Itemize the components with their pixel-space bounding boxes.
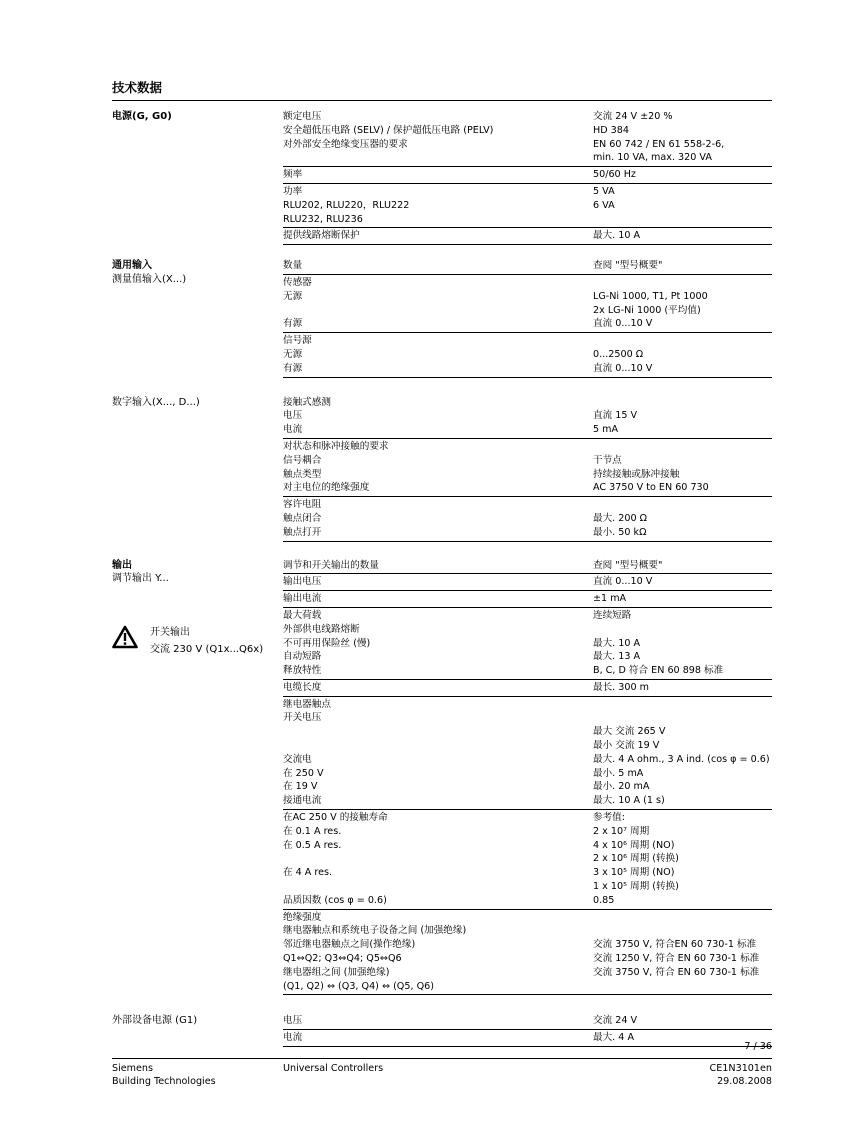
spec-row bbox=[283, 811, 772, 825]
spec-label: 最大荷载 bbox=[283, 609, 322, 621]
spec-group bbox=[283, 680, 772, 697]
spec-value: 最大. 4 A bbox=[593, 1032, 635, 1044]
section-subtitle: 测量值输入(X...) bbox=[112, 273, 187, 285]
spec-row bbox=[283, 454, 772, 468]
spec-value: ±1 mA bbox=[593, 593, 627, 605]
company-division: Building Technologies bbox=[112, 1076, 216, 1087]
spec-label bbox=[283, 852, 593, 866]
spec-label: RLU232, RLU236 bbox=[283, 213, 363, 225]
spec-row bbox=[283, 124, 772, 138]
spec-label: 容许电阻 bbox=[283, 499, 322, 511]
spec-label: 提供线路熔断保护 bbox=[283, 230, 360, 242]
spec-row bbox=[283, 711, 772, 725]
spec-label: 频率 bbox=[283, 169, 303, 181]
spec-label: 调节和开关输出的数量 bbox=[283, 559, 379, 571]
spec-value: 持续接触或脉冲接触 bbox=[593, 468, 680, 480]
footer-divider bbox=[112, 1058, 772, 1059]
spec-section bbox=[112, 1013, 772, 1047]
spec-group bbox=[283, 910, 772, 996]
spec-label: 功率 bbox=[283, 185, 303, 197]
spec-value bbox=[593, 623, 772, 637]
section-heading bbox=[112, 558, 283, 996]
spec-group bbox=[283, 167, 772, 184]
spec-label: 电流 bbox=[283, 424, 303, 436]
spec-value: 最小. 5 mA bbox=[593, 767, 644, 779]
spec-row bbox=[283, 966, 772, 980]
warning-line-1: 开关输出 bbox=[150, 626, 190, 638]
spec-label: 品质因数 (cos φ = 0.6) bbox=[283, 894, 387, 906]
spec-row bbox=[283, 151, 772, 165]
spec-value: LG-Ni 1000, T1, Pt 1000 bbox=[593, 290, 708, 302]
spec-row bbox=[283, 481, 772, 495]
spec-value: 2 x 10⁷ 周期 bbox=[593, 825, 650, 837]
spec-value: HD 384 bbox=[593, 124, 629, 136]
spec-label: 不可再用保险丝 (慢) bbox=[283, 637, 371, 649]
spec-label: 额定电压 bbox=[283, 111, 322, 122]
spec-label: 数量 bbox=[283, 260, 303, 272]
spec-value: 直流 0...10 V bbox=[593, 318, 653, 330]
spec-label: 信号耦合 bbox=[283, 454, 322, 466]
spec-value: 最长. 300 m bbox=[593, 681, 649, 693]
spec-label bbox=[283, 304, 593, 318]
spec-label: 继电器组之间 (加强绝缘) bbox=[283, 966, 390, 978]
spec-row bbox=[283, 980, 772, 994]
spec-row bbox=[283, 1031, 772, 1045]
spec-row bbox=[283, 911, 772, 925]
spec-group bbox=[283, 558, 772, 575]
spec-value: 交流 1250 V, 符合 EN 60 730-1 标准 bbox=[593, 953, 760, 965]
spec-label: 邻近继电器触点之间(操作绝缘) bbox=[283, 939, 416, 951]
spec-label: 在 4 A res. bbox=[283, 867, 333, 879]
spec-group bbox=[283, 1030, 772, 1047]
spec-row bbox=[283, 767, 772, 781]
spec-value: 交流 24 V ±20 % bbox=[593, 111, 673, 122]
section-heading bbox=[112, 258, 283, 377]
spec-value: 干节点 bbox=[593, 454, 622, 466]
spec-value bbox=[593, 440, 772, 454]
spec-label: 释放特性 bbox=[283, 665, 322, 677]
spec-label: 传感器 bbox=[283, 276, 312, 288]
spec-label: 触点打开 bbox=[283, 526, 322, 538]
spec-label bbox=[283, 880, 593, 894]
spec-row bbox=[283, 664, 772, 678]
spec-row bbox=[283, 681, 772, 695]
spec-row bbox=[283, 304, 772, 318]
spec-label: 接触式感测 bbox=[283, 396, 331, 408]
section-title: 通用输入 bbox=[112, 260, 152, 272]
spec-label: 无源 bbox=[283, 348, 303, 360]
spec-row bbox=[283, 396, 772, 410]
spec-value: min. 10 VA, max. 320 VA bbox=[593, 152, 712, 164]
spec-value: B, C, D 符合 EN 60 898 标准 bbox=[593, 665, 724, 677]
spec-label: 输出电流 bbox=[283, 593, 322, 605]
spec-row bbox=[283, 229, 772, 243]
spec-label: 电缆长度 bbox=[283, 681, 322, 693]
spec-value: 最大. 10 A bbox=[593, 637, 641, 649]
spec-value: 6 VA bbox=[593, 199, 615, 211]
spec-row bbox=[283, 440, 772, 454]
spec-label: 信号源 bbox=[283, 335, 312, 347]
spec-row bbox=[283, 938, 772, 952]
spec-row bbox=[283, 839, 772, 853]
spec-label: 交流电 bbox=[283, 753, 312, 765]
spec-row bbox=[283, 409, 772, 423]
spec-row bbox=[283, 866, 772, 880]
spec-row bbox=[283, 753, 772, 767]
spec-value: 最大. 10 A bbox=[593, 230, 641, 242]
spec-row bbox=[283, 213, 772, 227]
spec-label: 电压 bbox=[283, 410, 303, 422]
spec-row bbox=[283, 290, 772, 304]
spec-row bbox=[283, 780, 772, 794]
spec-value: 最小 交流 19 V bbox=[593, 740, 660, 752]
spec-group bbox=[283, 608, 772, 680]
spec-value: 最小. 50 kΩ bbox=[593, 526, 647, 538]
spec-label: 对主电位的绝缘强度 bbox=[283, 482, 370, 494]
spec-value: 直流 0...10 V bbox=[593, 362, 653, 374]
spec-label: Q1⇔Q2; Q3⇔Q4; Q5⇔Q6 bbox=[283, 953, 402, 965]
spec-value bbox=[593, 213, 772, 227]
spec-row bbox=[283, 739, 772, 753]
spec-label: 继电器触点和系统电子设备之间 (加强绝缘) bbox=[283, 925, 467, 937]
spec-row bbox=[283, 468, 772, 482]
spec-row bbox=[283, 725, 772, 739]
spec-row bbox=[283, 110, 772, 124]
section-heading bbox=[112, 395, 283, 542]
spec-value: 交流 3750 V, 符合 EN 60 730-1 标准 bbox=[593, 966, 760, 978]
company-name: Siemens bbox=[112, 1063, 153, 1074]
spec-group bbox=[283, 591, 772, 608]
spec-label: 电流 bbox=[283, 1032, 303, 1044]
spec-value: 1 x 10⁵ 周期 (转换) bbox=[593, 881, 679, 893]
tech-data-table bbox=[112, 109, 772, 1047]
spec-value: 最大. 10 A (1 s) bbox=[593, 795, 665, 807]
spec-label: 无源 bbox=[283, 290, 303, 302]
spec-group bbox=[283, 574, 772, 591]
title-divider bbox=[112, 100, 772, 101]
spec-value: 最大. 200 Ω bbox=[593, 512, 647, 524]
spec-row bbox=[283, 348, 772, 362]
spec-group bbox=[283, 810, 772, 910]
spec-group bbox=[283, 497, 772, 541]
spec-row bbox=[283, 168, 772, 182]
spec-label: 有源 bbox=[283, 318, 303, 330]
spec-value: 0...2500 Ω bbox=[593, 348, 644, 360]
section-subtitle: 外部设备电源 (G1) bbox=[112, 1015, 198, 1027]
spec-label: 有源 bbox=[283, 362, 303, 374]
spec-group bbox=[283, 228, 772, 245]
spec-label: 输出电压 bbox=[283, 576, 322, 588]
spec-label: RLU202, RLU220，RLU222 bbox=[283, 199, 410, 211]
spec-row bbox=[283, 526, 772, 540]
spec-label: 开关电压 bbox=[283, 712, 322, 724]
spec-row bbox=[283, 498, 772, 512]
spec-value: 查阅 "型号概要" bbox=[593, 260, 663, 272]
spec-label: 继电器触点 bbox=[283, 698, 331, 710]
spec-row bbox=[283, 924, 772, 938]
spec-label: 触点类型 bbox=[283, 468, 322, 480]
section-subtitle: 调节输出 Y... bbox=[112, 573, 169, 585]
spec-value: AC 3750 V to EN 60 730 bbox=[593, 482, 709, 494]
spec-section bbox=[112, 558, 772, 996]
spec-label: 对状态和脉冲接触的要求 bbox=[283, 440, 389, 452]
spec-row bbox=[283, 512, 772, 526]
spec-value: 5 VA bbox=[593, 185, 615, 197]
spec-row bbox=[283, 362, 772, 376]
section-title: 输出 bbox=[112, 559, 132, 571]
spec-row bbox=[283, 1014, 772, 1028]
spec-value bbox=[593, 980, 772, 994]
spec-section bbox=[112, 258, 772, 377]
spec-row bbox=[283, 185, 772, 199]
spec-value: 交流 24 V bbox=[593, 1015, 638, 1027]
section-subtitle: 数字输入(X..., D...) bbox=[112, 396, 200, 408]
spec-label: 自动短路 bbox=[283, 651, 322, 663]
spec-row bbox=[283, 698, 772, 712]
spec-group bbox=[283, 697, 772, 810]
spec-row bbox=[283, 276, 772, 290]
spec-section bbox=[112, 109, 772, 245]
spec-label: 安全超低压电路 (SELV) / 保护超低压电路 (PELV) bbox=[283, 124, 494, 136]
spec-group bbox=[283, 275, 772, 333]
spec-row bbox=[283, 825, 772, 839]
spec-value: 连续短路 bbox=[593, 609, 632, 621]
spec-label: 在AC 250 V 的接触寿命 bbox=[283, 812, 388, 824]
spec-row bbox=[283, 794, 772, 808]
spec-value bbox=[593, 698, 772, 712]
spec-group bbox=[283, 258, 772, 275]
spec-label: 绝缘强度 bbox=[283, 911, 322, 923]
spec-value: 交流 3750 V, 符合EN 60 730-1 标准 bbox=[593, 939, 757, 951]
spec-group bbox=[283, 1013, 772, 1030]
spec-group bbox=[283, 184, 772, 228]
spec-value: 最大 交流 265 V bbox=[593, 726, 666, 738]
spec-row bbox=[283, 559, 772, 573]
spec-value: 5 mA bbox=[593, 424, 619, 436]
spec-value: 直流 0...10 V bbox=[593, 576, 653, 588]
spec-row bbox=[283, 575, 772, 589]
spec-label: 在 0.1 A res. bbox=[283, 825, 342, 837]
spec-group bbox=[283, 439, 772, 497]
spec-row bbox=[283, 637, 772, 651]
spec-row bbox=[283, 334, 772, 348]
spec-value: 最大. 13 A bbox=[593, 651, 641, 663]
spec-row bbox=[283, 880, 772, 894]
spec-row bbox=[283, 852, 772, 866]
spec-row bbox=[283, 317, 772, 331]
spec-row bbox=[283, 592, 772, 606]
spec-group bbox=[283, 333, 772, 377]
spec-label: 在 0.5 A res. bbox=[283, 839, 342, 851]
spec-label: 电压 bbox=[283, 1015, 303, 1027]
document-id: CE1N3101en bbox=[709, 1063, 772, 1074]
spec-value bbox=[593, 924, 772, 938]
spec-label: 在 19 V bbox=[283, 781, 318, 793]
page-number: 7 / 36 bbox=[744, 1041, 772, 1052]
spec-row bbox=[283, 650, 772, 664]
spec-value: EN 60 742 / EN 61 558-2-6, bbox=[593, 138, 725, 150]
spec-value bbox=[593, 911, 772, 925]
spec-value bbox=[593, 711, 772, 725]
spec-value: 3 x 10⁵ 周期 (NO) bbox=[593, 867, 675, 879]
spec-value bbox=[593, 334, 772, 348]
spec-value: 最小. 20 mA bbox=[593, 781, 650, 793]
spec-label bbox=[283, 739, 593, 753]
document-date: 29.08.2008 bbox=[717, 1076, 772, 1087]
spec-value bbox=[593, 498, 772, 512]
spec-row bbox=[283, 623, 772, 637]
spec-label: (Q1, Q2) ⇔ (Q3, Q4) ⇔ (Q5, Q6) bbox=[283, 980, 434, 992]
spec-value: 0.85 bbox=[593, 894, 615, 906]
spec-value: 直流 15 V bbox=[593, 410, 638, 422]
spec-group bbox=[283, 109, 772, 167]
spec-label bbox=[283, 151, 593, 165]
switching-output-note bbox=[112, 624, 263, 658]
spec-label: 外部供电线路熔断 bbox=[283, 623, 360, 635]
warning-line-2: 交流 230 V (Q1x...Q6x) bbox=[150, 643, 264, 655]
spec-row bbox=[283, 423, 772, 437]
spec-value: 2 x 10⁶ 周期 (转换) bbox=[593, 853, 679, 865]
spec-value: 4 x 10⁶ 周期 (NO) bbox=[593, 839, 675, 851]
spec-group bbox=[283, 395, 772, 439]
spec-label: 接通电流 bbox=[283, 795, 322, 807]
spec-row bbox=[283, 952, 772, 966]
warning-icon bbox=[112, 624, 138, 654]
section-heading bbox=[112, 1013, 283, 1047]
spec-label bbox=[283, 725, 593, 739]
spec-row bbox=[283, 138, 772, 152]
spec-value: 参考值: bbox=[593, 812, 626, 824]
section-heading bbox=[112, 109, 283, 245]
spec-label: 对外部安全绝缘变压器的要求 bbox=[283, 138, 408, 150]
spec-value: 50/60 Hz bbox=[593, 169, 636, 181]
spec-section bbox=[112, 395, 772, 542]
spec-value bbox=[593, 396, 772, 410]
page-title: 技术数据 bbox=[112, 80, 163, 95]
spec-label: 在 250 V bbox=[283, 767, 324, 779]
spec-value: 2x LG-Ni 1000 (平均值) bbox=[593, 304, 701, 316]
spec-row bbox=[283, 259, 772, 273]
spec-label: 触点闭合 bbox=[283, 512, 322, 524]
spec-row bbox=[283, 894, 772, 908]
spec-value: 查阅 "型号概要" bbox=[593, 559, 663, 571]
section-title: 电源(G, G0) bbox=[112, 111, 172, 122]
spec-row bbox=[283, 199, 772, 213]
product-name: Universal Controllers bbox=[283, 1063, 384, 1074]
spec-row bbox=[283, 609, 772, 623]
spec-value: 最大. 4 A ohm., 3 A ind. (cos φ = 0.6) bbox=[593, 753, 770, 765]
spec-value bbox=[593, 276, 772, 290]
